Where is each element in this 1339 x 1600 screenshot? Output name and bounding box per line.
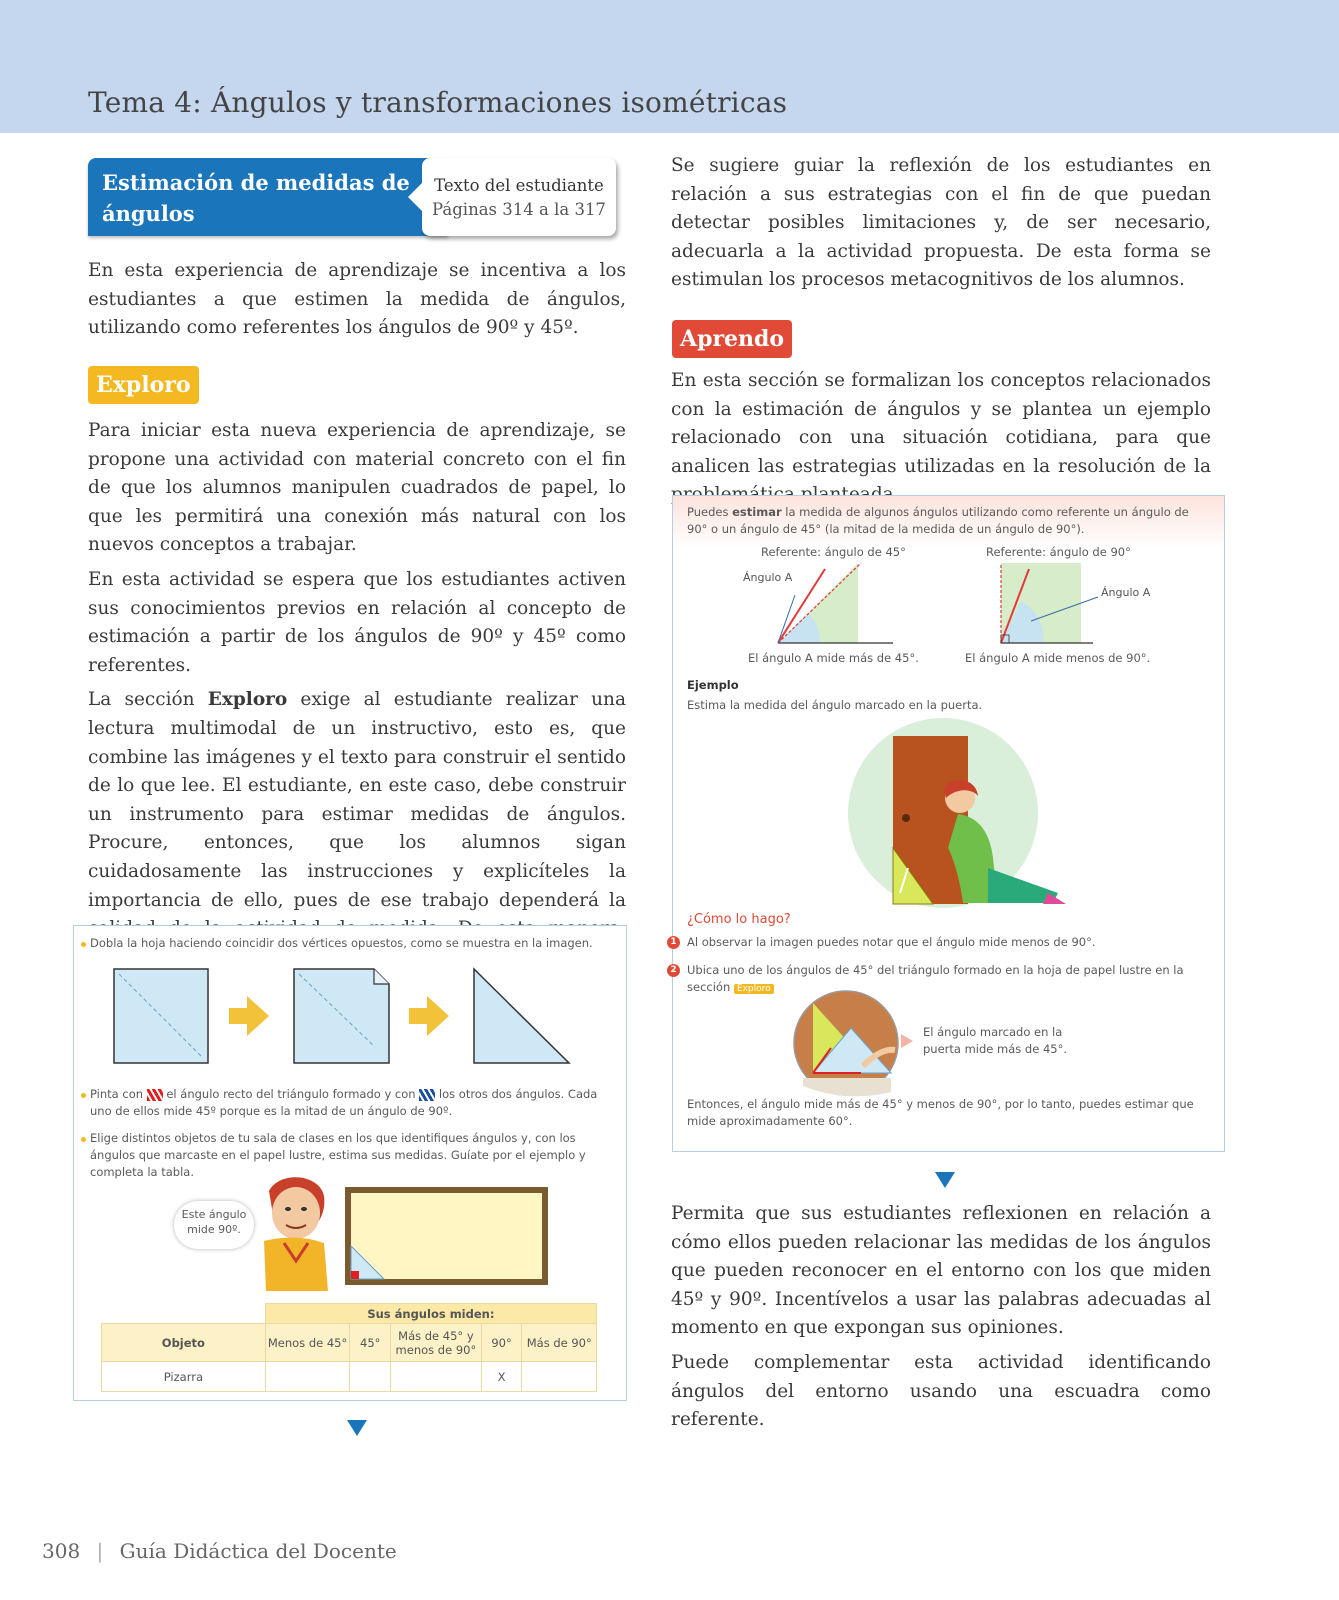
red-crayon-icon <box>147 1089 163 1101</box>
metacognition-paragraph: Se sugiere guiar la reflexión de los estudiantes en relación a sus estrategias con el fin de que puedan detectar posibles limitaciones y, de ser necesario, adecuarla a la actividad propuesta. De esta forma se estimulan los procesos metacognitivos de los alumnos. <box>671 155 1211 291</box>
guide-name: Guía Didáctica del Docente <box>119 1539 397 1563</box>
continue-arrow-icon-right <box>935 1172 955 1188</box>
learn-intro: Puedes estimar la medida de algunos ángulos utilizando como referente un ángulo de 90° o un ángulo de 45° (la mitad de la medida de un ángulo de 90°). <box>687 505 1189 536</box>
how-step-1: Al observar la imagen puedes notar que el ángulo mide menos de 90°. <box>687 935 1096 949</box>
section-header <box>88 158 628 236</box>
explore-bold-word: Exploro <box>207 689 288 711</box>
example-title: Ejemplo <box>687 678 739 692</box>
reference-pages: Páginas 314 a la 317 <box>432 200 606 219</box>
step-number-1: 1 <box>667 936 680 949</box>
chapter-title: Tema 4: Ángulos y transformaciones isométricas <box>88 86 788 119</box>
table-header-90: 90° <box>481 1324 522 1362</box>
page-footer: 308 | Guía Didáctica del Docente <box>42 1539 397 1563</box>
referent-90-diagram <box>993 561 1163 651</box>
zoom-caption: El ángulo marcado en la puerta mide más de 45°. <box>923 1025 1067 1056</box>
zoom-circle-illustration <box>791 988 901 1098</box>
how-step-2: Ubica uno de los ángulos de 45° del triángulo formado en la hoja de papel lustre en la sección Exploro <box>687 963 1184 994</box>
table-cell[interactable] <box>350 1362 391 1392</box>
page-number: 308 <box>42 1539 81 1563</box>
explore-paragraph-3: La sección Exploro exige al estudiante realizar una lectura multimodal de un instructivo, esto es, que combine las imágenes y el texto para construir el sentido de lo que lee. El estudiante, en este caso, debe construir un instrumento para estimar medidas de ángulos. Procure, entonces, que los alumnos sigan cuidadosamente las instrucciones y explicíteles la importancia de ello, pues de ese trabajo dependerá la <box>88 689 626 911</box>
intro-paragraph-block <box>88 257 626 349</box>
explore-badge: Exploro <box>734 984 774 994</box>
explore-step-2: Pinta con el ángulo recto del triángulo formado y con los otros dos ángulos. Cada uno de ellos mide 45º porque es la mitad de un ángulo de 90º. <box>90 1087 598 1118</box>
step-arrow-1 <box>229 996 269 1036</box>
learn-paragraph: En esta sección se formalizan los conceptos relacionados con la estimación de ángulos y se plantea un ejemplo relacionado con una situación cotidiana, para que analicen las estrategias utilizadas en la resolución de la <box>671 370 1211 477</box>
explore-paragraph-1: Para iniciar esta nueva experiencia de aprendizaje, se propone una actividad con material concreto con el fin de que los alumnos manipulen cuadrados de papel, lo que les permitirá una conexión más natural con los nuevos conceptos a trabajar. <box>88 420 626 556</box>
learn-tag: Aprendo <box>672 320 792 358</box>
paper-folding-illustration <box>109 966 589 1066</box>
angle-a-label-90: Ángulo A <box>1101 586 1151 599</box>
explore-paragraph-2: En esta actividad se espera que los estudiantes activen sus conocimientos previos en relación al concepto de estimación a partir de los ángulos de 90º y 45º como referentes. <box>88 568 626 676</box>
header-band <box>0 0 1339 133</box>
learn-activity-box <box>672 495 1225 1152</box>
reference-label: Texto del estudiante <box>434 176 604 195</box>
caption-90: El ángulo A mide menos de 90°. <box>965 651 1151 665</box>
table-header-45: 45° <box>350 1324 391 1362</box>
explore-step-3: Elige distintos objetos de tu sala de clases en los que identifiques ángulos y, con los ángulos que marcaste en el papel lustre, estima sus medidas. Guíate por el ejemplo y completa la tabla. <box>90 1131 586 1179</box>
table-row <box>102 1362 597 1392</box>
referent-90-label: Referente: ángulo de 90° <box>986 545 1131 559</box>
step-number-2: 2 <box>667 964 680 977</box>
closing-paragraph-1: Permita que sus estudiantes reflexionen en relación a cómo ellos pueden relacionar las medidas de los ángulos que pueden reconocer en el entorno con los que miden 45º y 90º. Incentívelos a usar las palabras adecuadas al momento en que expongan sus opiniones. <box>671 1203 1211 1339</box>
paper-triangle <box>474 969 569 1063</box>
table-cell-object: Pizarra <box>102 1362 266 1392</box>
angle-a-label-45: Ángulo A <box>743 571 793 584</box>
angle-estimation-table <box>101 1303 597 1392</box>
metacognition-block <box>671 152 1211 301</box>
explore-tag: Exploro <box>88 366 199 404</box>
table-cell[interactable] <box>391 1362 482 1392</box>
explore-step-1: Dobla la hoja haciendo coincidir dos vértices opuestos, como se muestra en la imagen. <box>90 936 593 950</box>
explore-activity-box <box>73 925 627 1401</box>
table-cell[interactable] <box>265 1362 350 1392</box>
referent-45-label: Referente: ángulo de 45° <box>761 545 906 559</box>
closing-block <box>671 1200 1211 1441</box>
table-cell[interactable] <box>522 1362 597 1392</box>
step-arrow-2 <box>409 996 449 1036</box>
table-header-more-90: Más de 90° <box>522 1324 597 1362</box>
speech-bubble <box>174 1201 254 1249</box>
learn-text-block <box>671 367 1211 516</box>
student-text-reference <box>422 158 616 236</box>
blackboard-illustration <box>344 1186 549 1286</box>
blue-crayon-icon <box>419 1089 435 1101</box>
conclusion-text: Entonces, el ángulo mide más de 45° y menos de 90°, por lo tanto, puedes estimar que mide aproximadamente 60°. <box>687 1097 1194 1128</box>
section-title: Estimación de medidas de ángulos <box>102 170 410 226</box>
example-text: Estima la medida del ángulo marcado en la puerta. <box>687 698 983 712</box>
table-cell[interactable]: X <box>481 1362 522 1392</box>
table-header-less-45: Menos de 45° <box>265 1324 350 1362</box>
intro-paragraph: En esta experiencia de aprendizaje se incentiva a los estudiantes a que estimen la medida de ángulos, utilizando como referentes los ángulos de 90º y 45º. <box>88 260 626 339</box>
how-to-title: ¿Cómo lo hago? <box>687 912 791 927</box>
referent-45-diagram <box>743 561 903 651</box>
table-group-header: Sus ángulos miden: <box>265 1304 596 1324</box>
door-scene-illustration <box>848 718 1068 908</box>
closing-paragraph-2: Puede complementar esta actividad identificando ángulos del entorno usando una escuadra como referente. <box>671 1351 1211 1431</box>
continue-arrow-icon <box>347 1420 367 1436</box>
section-title-box <box>88 158 448 236</box>
table-header-object: Objeto <box>102 1324 266 1362</box>
table-header-45-90: Más de 45° y menos de 90° <box>391 1324 482 1362</box>
caption-45: El ángulo A mide más de 45°. <box>748 651 919 665</box>
pointer-triangle-icon <box>901 1034 913 1048</box>
speech-text: Este ángulo mide 90º. <box>181 1208 247 1236</box>
